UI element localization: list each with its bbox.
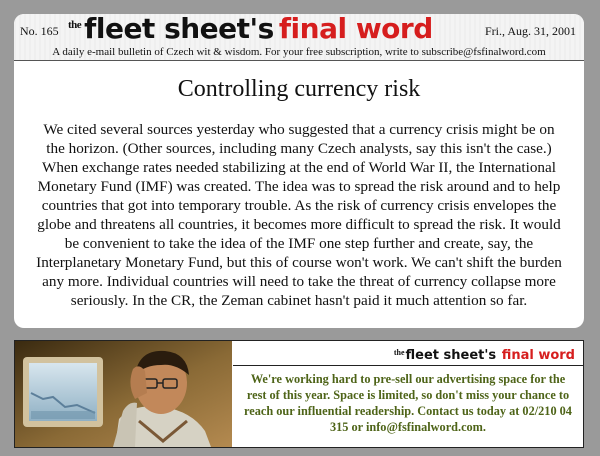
- issue-number: No. 165: [20, 24, 59, 38]
- article-body: We cited several sources yesterday who suggested that a currency crisis might be on the horizon. (Other sources, including many Czech analysts, say this isn't the case.) When exchange rates needed stabilizing at the end of World War II, the International Monetary Fund (IMF) was created. The idea was to spread the risk around and to help countries that got into temporary trouble. As the risk of currency crisis envelopes the globe and threatens all countries, it becomes more difficult to spread the risk. It would be convenient to take the idea of the IMF one step further and create, say, the Interplanetary Monetary Fund, but this of course won't work. We can't shift the burden any more. Individual countries will need to take the threat of currency collapse more seriously. In the CR, the Zeman cabinet hasn't paid it much attention so far.: [36, 121, 562, 309]
- article-headline: Controlling currency risk: [177, 76, 421, 102]
- advertisement-box: [14, 340, 584, 448]
- ad-content: [233, 341, 583, 447]
- article-card: [14, 14, 584, 328]
- ad-logo-fleet-sheets: fleet sheet's: [405, 348, 497, 363]
- man-at-computer-photo: [15, 341, 232, 447]
- logo-final-word: final word: [278, 14, 433, 45]
- ad-logo-the: the: [393, 348, 405, 357]
- masthead-logo: [68, 14, 433, 45]
- logo-the: the: [68, 19, 82, 31]
- tagline: A daily e-mail bulletin of Czech wit & wisdom. For your free subscription, write to subscribe@fsfinalword.com: [52, 46, 546, 58]
- logo-fleet-sheets: fleet sheet's: [84, 14, 274, 45]
- ad-logo-final-word: final word: [501, 348, 575, 363]
- masthead: [14, 14, 584, 61]
- issue-date: Fri., Aug. 31, 2001: [484, 24, 576, 38]
- ad-text: We're working hard to pre-sell our advertising space for the rest of this year. Space is limited, so don't miss your chance to reach our influential readership. Contact us today at 02/210 04 315 or info@fsfinalword.com.: [244, 372, 572, 434]
- ad-logo: [233, 341, 583, 366]
